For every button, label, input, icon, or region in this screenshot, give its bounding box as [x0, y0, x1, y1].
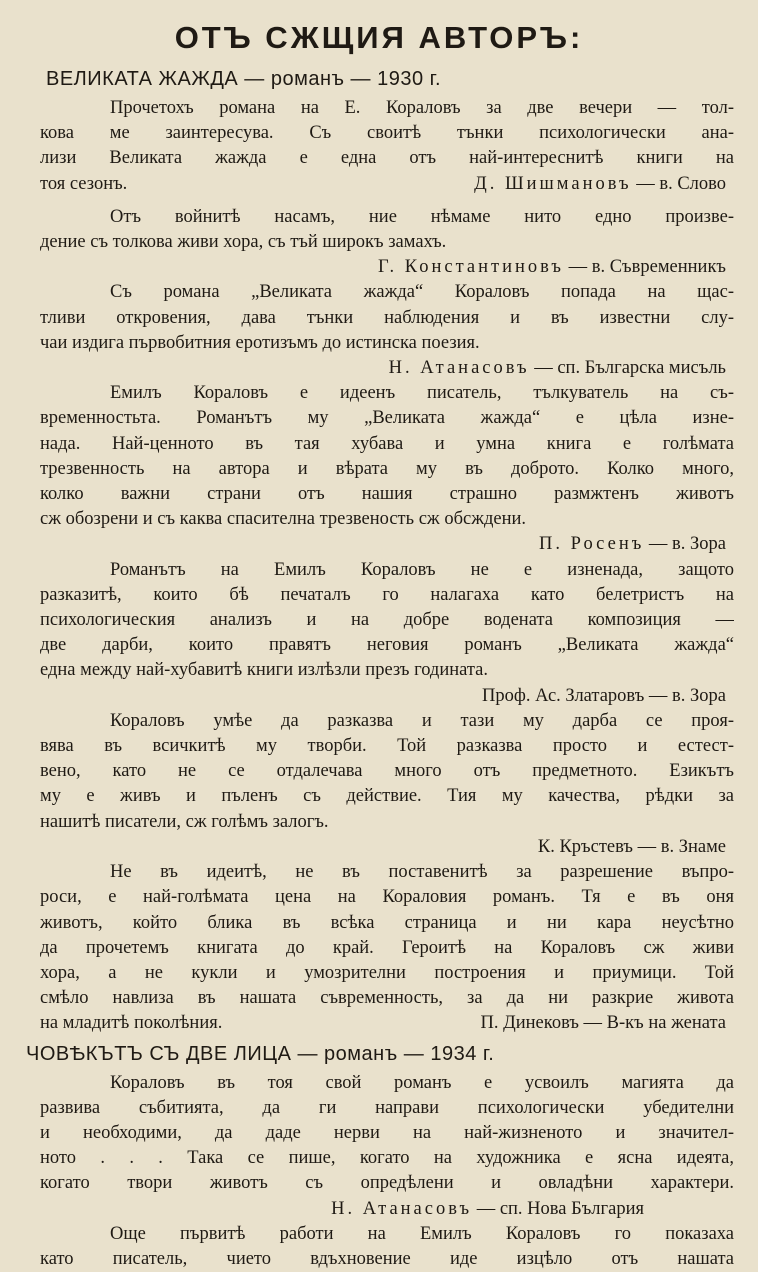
review — [40, 381, 734, 557]
review — [40, 558, 734, 709]
review-line: Романътъ на Емилъ Кораловъ не е изненада, защото — [110, 559, 734, 580]
review-source: — сп. Българска мисъль — [534, 358, 726, 379]
review-source: — в. Слово — [636, 173, 726, 194]
review-line: колко важни страни отъ нашия страшно размжтенъ животъ — [40, 484, 734, 505]
review-line: да прочетемъ книгата до край. Героитѣ на Кораловъ сж живи — [40, 937, 734, 958]
review-byline — [474, 172, 734, 197]
review-line: психологическия анализъ и на добре водената композиция — — [40, 610, 734, 631]
review-line: Още първитѣ работи на Емилъ Кораловъ го показаха — [110, 1223, 734, 1244]
review-line: Отъ войнитѣ насамъ, ние нѣмаме нито едно произве- — [110, 206, 734, 227]
review — [40, 860, 734, 1036]
review-author: Н. Атанасовъ — [388, 358, 530, 379]
review-source: — в. Знаме — [637, 836, 726, 857]
review-line: тливи откровения, дава тънки наблюдения и въ известни слу- — [40, 307, 734, 328]
review-source: — В-къ на жената — [583, 1013, 726, 1034]
review-line: една между най-хубавитѣ книги излѣзли презъ годината. — [40, 660, 489, 681]
review — [40, 709, 734, 860]
review-line: на младитѣ поколѣния. — [40, 1013, 223, 1034]
review-line: Съ романа „Великата жажда“ Кораловъ попада на щас- — [110, 282, 734, 303]
review-line: Прочетохъ романа на Е. Кораловъ за две вечери — тол- — [110, 98, 734, 118]
review-line: разказитѣ, които бѣ печаталъ го налагаха като белетристъ на — [40, 584, 734, 605]
review — [40, 205, 734, 281]
review — [40, 96, 734, 197]
review-line: му е живъ и пъленъ съ действие. Тия му качества, рѣдки за — [40, 786, 734, 807]
review-line-with-byline — [40, 172, 734, 197]
review-line: трезвенность на автора и вѣрата му въ доброто. Колко много, — [40, 458, 734, 479]
review-author: П. Росенъ — [539, 534, 645, 555]
review-line: Кораловъ въ тоя свой романъ е усвоилъ магията да — [110, 1072, 734, 1093]
review — [40, 280, 734, 381]
review-line-with-byline — [40, 1011, 734, 1036]
review-line: лизи Великата жажда е една отъ най-интереснитѣ книги на — [40, 148, 734, 169]
review-line: нашитѣ писатели, сж голѣмъ залогъ. — [40, 811, 329, 832]
review-author: Д. Шишмановъ — [474, 173, 632, 194]
review-author: Проф. Ас. Златаровъ — [481, 685, 645, 706]
review-line: кова ме заинтересува. Съ своитѣ тънки психологически ана- — [40, 123, 734, 144]
review-line: ното . . . Така се пише, когато на художника е ясна идеята, — [40, 1148, 734, 1169]
review-line: животъ, който блика въ всѣка страница и ни кара неусѣтно — [40, 912, 734, 933]
review-byline — [40, 684, 734, 709]
review-author: Г. Константиновъ — [377, 257, 564, 278]
review-source: — в. Съвременникъ — [568, 257, 726, 278]
review-line: хора, а не кукли и умозрителни построения и приумици. Той — [40, 962, 734, 983]
review-line: временностьта. Романътъ му „Великата жажда“ е цѣла изне- — [40, 408, 734, 429]
review-author: Н. Атанасовъ — [331, 1198, 473, 1219]
review-author: П. Динековъ — [480, 1013, 579, 1034]
review-byline — [40, 532, 734, 557]
review-line: нада. Най-ценното въ тая хубава и умна книга е голѣмата — [40, 433, 734, 454]
review-byline — [40, 255, 734, 280]
review-line: развива събитията, да ги направи психологически убедителни — [40, 1097, 734, 1118]
review — [40, 1071, 734, 1222]
review-line: вено, като не се отдалечава много отъ предметното. Езикътъ — [40, 761, 734, 782]
review-line: Кораловъ умѣе да разказва и тази му дарба се проя- — [110, 710, 734, 731]
page-title: ОТЪ СЖЩИЯ АВТОРЪ: — [174, 20, 584, 55]
review-byline — [40, 1197, 734, 1222]
review-source: — в. Зора — [648, 685, 726, 706]
review-line: дение съ толкова живи хора, съ тъй широкъ замахъ. — [40, 232, 447, 253]
review-line: тоя сезонъ. — [40, 173, 128, 194]
review-line: сж обозрени и съ каква спасителна трезвеность сж обсждени. — [40, 509, 527, 530]
book-heading-choveketa-s-dve-litsa: ЧОВѢКЪТЪ СЪ ДВЕ ЛИЦА — романъ — 1934 г. — [26, 1042, 495, 1065]
review-line: чаи издига първобитния еротизъмъ до истинска поезия. — [40, 332, 480, 353]
book-heading-velikata-zhazhda: ВЕЛИКАТА ЖАЖДА — романъ — 1930 г. — [46, 68, 442, 90]
review-line: когато твори животъ съ опредѣлени и овладѣни характери. — [40, 1173, 734, 1194]
review-source: — в. Зора — [648, 534, 726, 555]
review-line: и необходими, да даде нерви на най-жизненото и значител- — [40, 1122, 734, 1143]
review-line: Емилъ Кораловъ е идеенъ писатель, тълкуватель на съ- — [110, 383, 734, 404]
review-byline — [40, 835, 734, 860]
review-line: като писатель, чието вдъхновение иде изцѣло отъ нашата — [40, 1248, 734, 1269]
review-byline — [481, 1011, 734, 1036]
review-source: — сп. Нова България — [476, 1198, 644, 1219]
review-byline — [40, 356, 734, 381]
review-line: вява въ всичкитѣ му творби. Той разказва просто и естест- — [40, 736, 734, 757]
review-line: смѣло навлиза въ нашата съвременность, за да ни разкрие живота — [40, 988, 734, 1009]
review-author: К. Кръстевъ — [537, 836, 633, 857]
review-line: Не въ идеитѣ, не въ поставенитѣ за разрешение въпро- — [110, 862, 734, 883]
review-line: две дарби, които правятъ неговия романъ „Великата жажда“ — [40, 635, 734, 656]
review-line: роси, е най-голѣмата цена на Кораловия романъ. Тя е въ оня — [40, 887, 734, 908]
review — [40, 1222, 734, 1272]
